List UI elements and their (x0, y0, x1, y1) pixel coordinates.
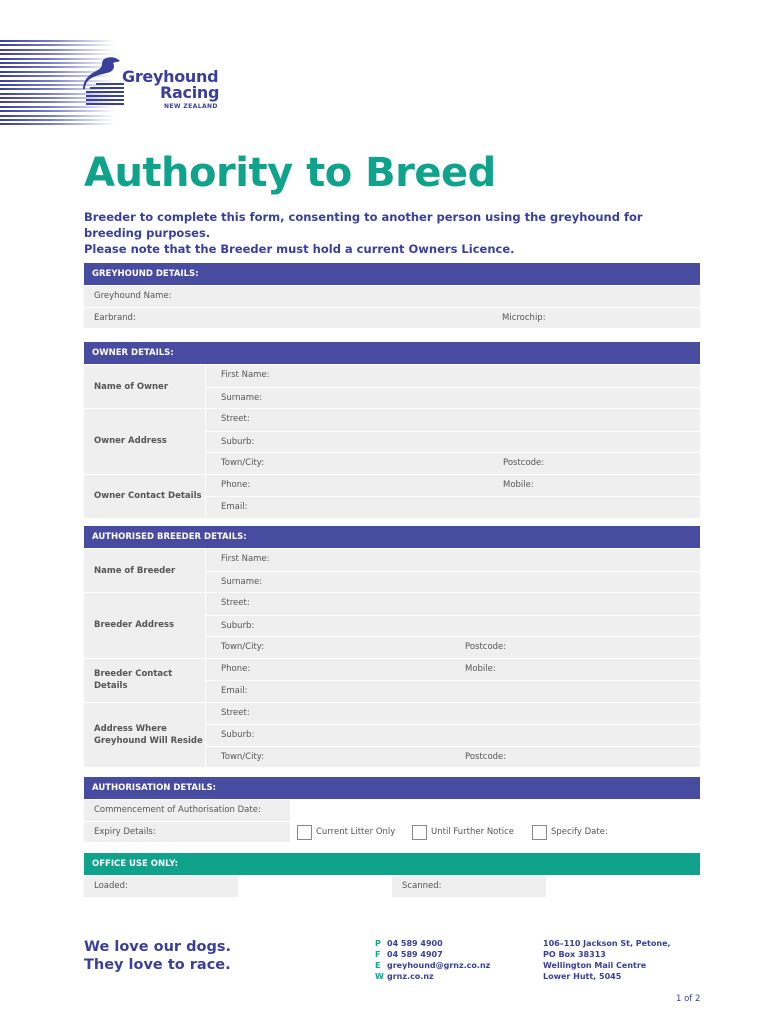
breeder-surname-field[interactable] (206, 571, 700, 593)
owner-contact-group (84, 474, 700, 518)
breeder-suburb-field[interactable] (206, 615, 700, 637)
section-heading: GREYHOUND DETAILS: (84, 263, 700, 285)
brand-logo (82, 55, 232, 115)
field-label: Suburb: (221, 620, 255, 631)
reside-suburb-field[interactable] (206, 724, 700, 746)
owner-phone-mobile-row[interactable] (206, 475, 700, 497)
group-label: Name of Owner (84, 365, 206, 408)
group-label: Breeder Contact Details (84, 659, 206, 702)
microchip-field[interactable]: Microchip: (502, 312, 546, 323)
field-label: Email: (221, 686, 248, 696)
email-link[interactable]: greyhound@grnz.co.nz (387, 961, 491, 970)
commencement-row (84, 799, 700, 821)
group-label: Owner Address (84, 409, 206, 474)
section-heading: OWNER DETAILS: (84, 342, 700, 364)
intro-text (84, 209, 684, 257)
field-label: Postcode: (465, 751, 507, 762)
scanned-input[interactable] (546, 876, 700, 897)
field-label: Scanned: (402, 881, 442, 891)
earbrand-field[interactable]: Earbrand: (94, 312, 136, 323)
owner-details-section (84, 342, 700, 518)
group-label: Name of Breeder (84, 549, 206, 592)
current-litter-checkbox[interactable] (297, 825, 312, 840)
address-line: Wellington Mail Centre (543, 961, 647, 970)
intro-line: Breeder to complete this form, consenting to another person using the greyhound for (84, 210, 643, 224)
field-label: First Name: (221, 554, 270, 564)
breeder-email-field[interactable] (206, 680, 700, 702)
owner-street-field[interactable] (206, 409, 700, 431)
group-label (84, 703, 206, 768)
field-label: Greyhound Name: (94, 291, 172, 301)
phone-number: 04 589 4900 (387, 939, 443, 948)
page-number: 1 of 2 (676, 994, 701, 1004)
tagline-line: We love our dogs. (84, 939, 231, 955)
greyhound-details-section (84, 263, 700, 328)
brand-name-line1: Greyhound (122, 67, 219, 86)
field-label: Town/City: (221, 458, 265, 468)
owner-address-group (84, 408, 700, 474)
email-key: E (375, 961, 381, 970)
field-label: Phone: (221, 663, 251, 674)
field-label: Town/City: (221, 751, 265, 762)
field-label: Expiry Details: (94, 826, 156, 837)
field-label: Street: (221, 598, 250, 608)
section-heading: OFFICE USE ONLY: (84, 853, 700, 875)
reside-town-postcode-row[interactable] (206, 746, 700, 768)
field-label: Suburb: (221, 730, 255, 740)
field-label: Mobile: (503, 479, 534, 490)
group-label: Owner Contact Details (84, 475, 206, 518)
reside-address-group (84, 702, 700, 768)
group-label-line: Greyhound Will Reside (94, 735, 203, 746)
address-line: Lower Hutt, 5045 (543, 972, 622, 981)
group-label-line: Address Where (94, 723, 167, 734)
earbrand-microchip-row (84, 307, 700, 329)
field-label: Town/City: (221, 642, 265, 652)
option-label: Specify Date: (551, 826, 608, 837)
expiry-row (84, 821, 700, 843)
field-label: Surname: (221, 392, 263, 403)
phone-key: P (375, 939, 381, 948)
option-label: Until Further Notice (431, 826, 514, 837)
field-label: Phone: (221, 479, 251, 490)
breeder-name-group (84, 548, 700, 592)
field-label: Postcode: (503, 458, 545, 468)
field-label: Loaded: (94, 881, 128, 891)
field-label: Commencement of Authorisation Date: (94, 805, 261, 815)
loaded-input[interactable] (238, 876, 392, 897)
owner-suburb-field[interactable] (206, 431, 700, 453)
section-heading: AUTHORISATION DETAILS: (84, 777, 700, 799)
field-label: First Name: (221, 370, 270, 380)
breeder-details-section (84, 526, 700, 767)
specify-date-checkbox[interactable] (532, 825, 547, 840)
group-label: Breeder Address (84, 593, 206, 658)
owner-name-group (84, 364, 700, 408)
breeder-phone-mobile-row[interactable] (206, 659, 700, 681)
brand-country: NEW ZEALAND (164, 103, 218, 110)
field-label: Surname: (221, 576, 263, 587)
page-title: Authority to Breed (84, 150, 496, 196)
owner-first-name-field[interactable] (206, 365, 700, 387)
field-label: Suburb: (221, 436, 255, 447)
breeder-street-field[interactable] (206, 593, 700, 615)
greyhound-icon (82, 55, 126, 107)
web-key: W (375, 972, 384, 981)
field-label: Street: (221, 414, 250, 424)
contact-info (375, 938, 490, 982)
field-label: Postcode: (465, 642, 507, 652)
tagline-line: They love to race. (84, 957, 231, 973)
field-label: Street: (221, 707, 250, 718)
greyhound-name-field[interactable] (84, 285, 700, 307)
breeder-town-postcode-row[interactable] (206, 636, 700, 658)
breeder-contact-group (84, 658, 700, 702)
authorisation-details-section (84, 777, 700, 842)
section-heading: AUTHORISED BREEDER DETAILS: (84, 526, 700, 548)
breeder-first-name-field[interactable] (206, 549, 700, 571)
fax-key: F (375, 950, 381, 959)
intro-line: breeding purposes. (84, 226, 211, 240)
owner-town-postcode-row[interactable] (206, 452, 700, 474)
brand-name-line2: Racing (160, 83, 220, 102)
footer-tagline (84, 938, 231, 974)
website-link[interactable]: grnz.co.nz (387, 972, 434, 981)
until-further-notice-checkbox[interactable] (412, 825, 427, 840)
reside-street-field[interactable] (206, 703, 700, 725)
owner-surname-field[interactable] (206, 387, 700, 409)
office-use-section (84, 853, 700, 897)
address-line: PO Box 38313 (543, 950, 606, 959)
address-line: 106–110 Jackson St, Petone, (543, 939, 671, 948)
intro-line: Please note that the Breeder must hold a current Owners Licence. (84, 242, 515, 256)
owner-email-field[interactable] (206, 496, 700, 518)
field-label: Email: (221, 502, 248, 512)
fax-number: 04 589 4907 (387, 950, 443, 959)
breeder-address-group (84, 592, 700, 658)
commencement-date-input[interactable] (290, 800, 700, 821)
postal-address (543, 938, 671, 982)
field-label: Mobile: (465, 663, 496, 674)
option-label: Current Litter Only (316, 826, 396, 837)
office-row (84, 875, 700, 897)
